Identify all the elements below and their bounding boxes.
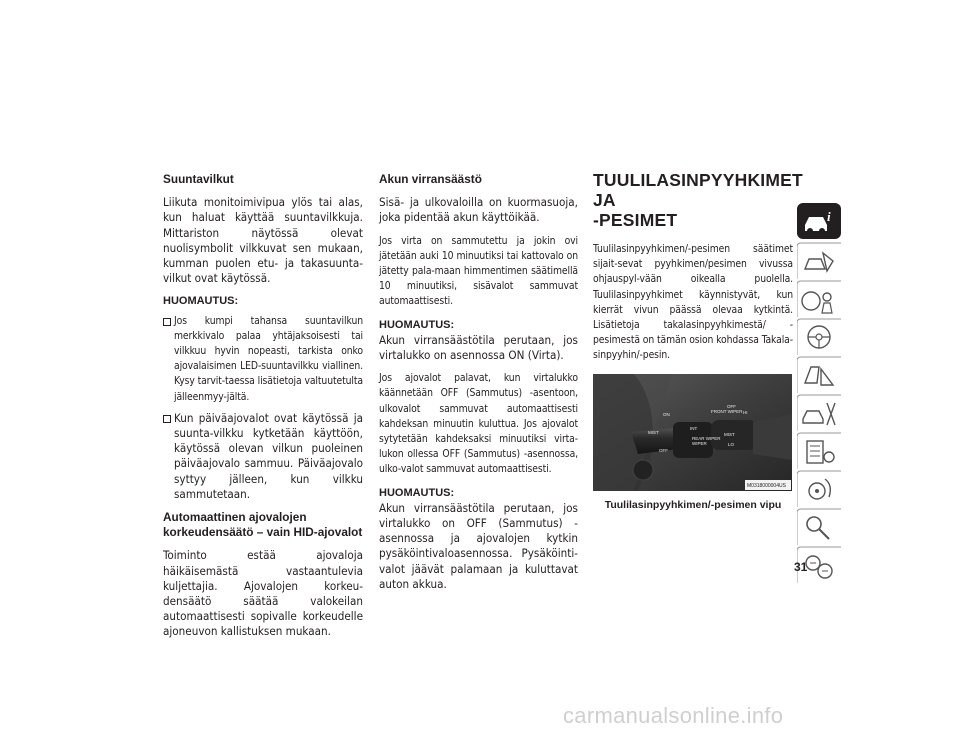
label-off: OFF <box>659 447 668 453</box>
watermark: carmanualsonline.info <box>563 703 784 728</box>
label-rear-wiper: REAR WIPER <box>692 435 721 441</box>
label-mist-2: MIST <box>724 431 735 437</box>
paragraph-wipers: Tuulilasinpyyhkimen/-pesimen säätimet sijait-sevat pyyhkimen/pesimen vivussa ohjauspyl-vään oikealla puolella. Tuulilasinpyyhkimet käynnistyvät, kun kierrät vivun päässä olevaa kytkintä. Lisätietoja takalasinpyyhkimestä/ -pesimestä on tämän osion kohdassa Takala-sinpyyhin/-pesin. <box>593 243 793 362</box>
svg-text:i: i <box>827 209 831 224</box>
heading-turn-signals: Suuntavilkut <box>163 172 234 186</box>
label-int: INT <box>690 425 698 431</box>
label-on: ON <box>663 411 670 417</box>
service-tools-icon[interactable] <box>797 393 841 433</box>
label-wiper: WIPER <box>692 440 707 446</box>
paragraph-interior-lights: Jos virta on sammutettu ja jokin ovi jätetään auki 10 minuutiksi tai kattovalo on jätetty pala-maan himmentimen säätimellä 10 minuutiksi, sisävalot sammuvat automaattisesti. <box>379 234 578 308</box>
paragraph-load-protection: Sisä- ja ulkovaloilla on kuormasuoja, joka pidentää akun käyttöikää. <box>379 195 578 225</box>
column-2 <box>379 172 578 600</box>
search-icon[interactable] <box>797 507 841 547</box>
paragraph-headlight-leveling: Toiminto estää ajovaloja häikäisemästä vastaantulevia kuljettajia. Ajovalojen korkeu-densäätö säätää valokeilan automaattisesti sopivalle korkeudelle ajoneuvon kallistuksen mukaan. <box>163 548 363 639</box>
bullet-box-icon <box>163 415 171 423</box>
label-mist: MIST <box>648 429 659 435</box>
note-text: Akun virransäästötila perutaan, jos virtalukko on OFF (Sammutus) -asennossa ja ajovalojen kytkin pysäköintivaloasennossa. Pysäköinti-valot jäävät palamaan ja kuluttavat auton akkua. <box>379 500 578 591</box>
note-list <box>163 314 363 502</box>
label-off-2: OFF <box>727 403 736 409</box>
figure-code: M0318000004US <box>747 482 786 489</box>
figure-caption: Tuulilasinpyyhkimen/-pesimen vipu <box>604 498 782 511</box>
wiper-lever-photo <box>593 374 792 491</box>
column-3 <box>593 170 803 513</box>
warning-lights-icon[interactable] <box>797 317 841 357</box>
note-text: Akun virransäästötila perutaan, jos virtalukko on asennossa ON (Virta). <box>379 332 578 363</box>
wiper-lever-illustration <box>593 374 792 491</box>
note-label: HUOMAUTUS: <box>379 486 455 499</box>
note-item: Kun päiväajovalot ovat käytössä ja suunta-vilkku kytketään käyttöön, käytössä olevan vilkun puoleinen päiväajovalo sammuu. Päiväajovalo syttyy jälleen, kun vilkku sammutetaan. <box>163 411 363 502</box>
note-label: HUOMAUTUS: <box>163 295 239 308</box>
heading-battery-saver: Akun virransäästö <box>379 172 482 186</box>
label-lo: LO <box>728 441 735 447</box>
specs-icon[interactable] <box>797 431 841 471</box>
page-number: 31 <box>794 560 808 574</box>
multimedia-icon[interactable] <box>797 469 841 509</box>
paragraph-turn-signals: Liikuta monitoimivipua ylös tai alas, kun haluat käyttää suuntavilkkuja. Mittariston näytössä olevat nuolisymbolit vilkkuvat sen mukaan, kumman puolen etu- ja takasuunta-vilkut ovat käytössä. <box>163 195 363 286</box>
car-lights-icon[interactable] <box>797 241 841 281</box>
driving-icon[interactable] <box>797 355 841 395</box>
note-label: HUOMAUTUS: <box>379 318 455 331</box>
bullet-box-icon <box>163 318 171 326</box>
label-hi: HI <box>743 409 748 415</box>
car-info-icon[interactable] <box>797 203 841 243</box>
heading-headlight-leveling: Automaattinen ajovalojen korkeudensäätö – vain HID-ajovalot <box>163 510 363 540</box>
label-front-wiper: FRONT WIPER <box>711 408 743 414</box>
paragraph-exterior-lights: Jos ajovalot palavat, kun virtalukko käännetään OFF (Sammutus) -asentoon, ulkovalot sammuvat automaattisesti kahdeksan minuutin kuluttua. Jos ajovalot sytytetään kahdeksaksi minuutiksi virta-lukon ollessa OFF (Sammutus) -asennossa, ulko-valot sammuvat automaattisesti. <box>379 372 578 476</box>
note-item: Jos kumpi tahansa suuntavilkun merkkivalo palaa yhtäjaksoisesti tai vilkkuu hyvin nopeasti, tarkista onko ajovalaisimen LED-suuntavilkku viallinen. Kysy tarvit-taessa lisätietoja valtuutetulta jälleenmyy-jältä. <box>163 314 363 405</box>
section-title: TUULILASINPYYHKIMET JA -PESIMET <box>593 170 803 230</box>
steering-airbag-icon[interactable] <box>797 279 841 319</box>
column-1 <box>163 172 363 648</box>
